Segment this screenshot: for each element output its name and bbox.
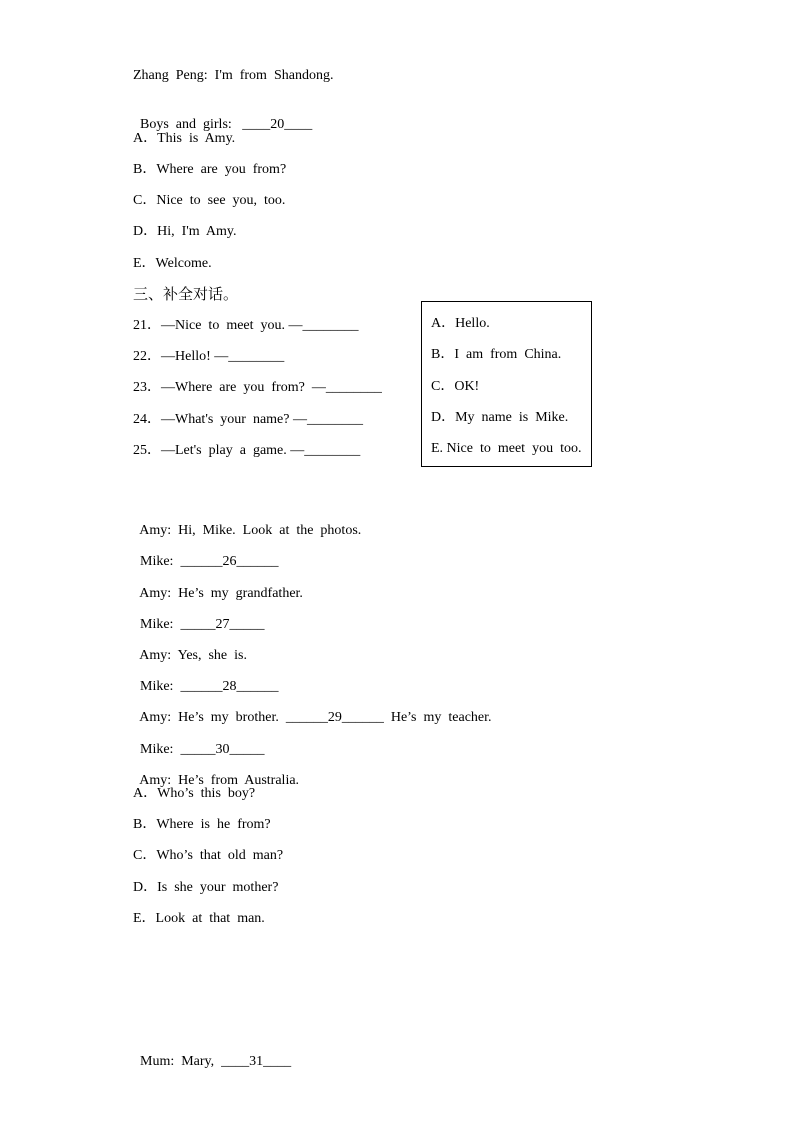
option-item: D．Hi, I'm Amy. bbox=[133, 224, 237, 239]
question-item: 21．—Nice to meet you. —________ bbox=[133, 318, 359, 333]
speaker-text: Mike: bbox=[140, 742, 181, 757]
option-item: B．Where is he from? bbox=[133, 817, 271, 832]
option-item: E．Welcome. bbox=[133, 256, 212, 271]
box-option: B．I am from China. bbox=[431, 347, 562, 362]
box-option: D．My name is Mike. bbox=[431, 410, 569, 425]
answer-blank-29: ______29______ bbox=[285, 710, 384, 725]
question-item: 25．—Let's play a game. —________ bbox=[133, 443, 361, 458]
answer-blank-30: _____30_____ bbox=[180, 742, 265, 757]
line-text: Amy: He’s from Australia. bbox=[139, 773, 300, 788]
box-option: C．OK! bbox=[431, 379, 480, 394]
speaker-text: Mum: Mary, bbox=[140, 1054, 222, 1069]
option-item: A．Who’s this boy? bbox=[133, 786, 256, 801]
answer-blank-27: _____27_____ bbox=[180, 617, 265, 632]
line-text: He’s my teacher. bbox=[383, 710, 492, 725]
speaker-text: Boys and girls: bbox=[140, 117, 243, 132]
speaker-text: Mike: bbox=[140, 679, 181, 694]
dialogue-line bbox=[133, 535, 278, 571]
dialogue-line bbox=[133, 1035, 291, 1071]
option-item: B．Where are you from? bbox=[133, 162, 287, 177]
option-item: C．Nice to see you, too. bbox=[133, 193, 286, 208]
dialogue-line bbox=[133, 98, 312, 134]
answer-blank-28: ______28______ bbox=[180, 679, 279, 694]
speaker-text: Mike: bbox=[140, 554, 181, 569]
dialogue-line bbox=[133, 691, 492, 727]
options-box bbox=[421, 301, 592, 467]
answer-blank-26: ______26______ bbox=[180, 554, 279, 569]
option-item: E．Look at that man. bbox=[133, 911, 265, 926]
answer-blank-31: ____31____ bbox=[221, 1054, 292, 1069]
question-item: 22．—Hello! —________ bbox=[133, 349, 285, 364]
speaker-text: Mike: bbox=[140, 617, 181, 632]
line-text: Amy: Yes, she is. bbox=[139, 648, 247, 663]
box-option: A．Hello. bbox=[431, 316, 490, 331]
box-option: E. Nice to meet you too. bbox=[431, 441, 582, 456]
answer-blank-20: ____20____ bbox=[242, 117, 313, 132]
question-item: 24．—What's your name? —________ bbox=[133, 412, 363, 427]
line-text: Amy: Hi, Mike. Look at the photos. bbox=[139, 523, 362, 538]
option-item: A．This is Amy. bbox=[133, 131, 236, 146]
option-item: C．Who’s that old man? bbox=[133, 848, 284, 863]
dialogue-line: Zhang Peng: I'm from Shandong. bbox=[133, 68, 334, 83]
section-heading: 三、补全对话。 bbox=[133, 285, 239, 303]
option-item: D．Is she your mother? bbox=[133, 880, 279, 895]
question-item: 23．—Where are you from? —________ bbox=[133, 380, 382, 395]
line-text: Amy: He’s my brother. bbox=[139, 710, 286, 725]
line-text: Amy: He’s my grandfather. bbox=[139, 586, 303, 601]
